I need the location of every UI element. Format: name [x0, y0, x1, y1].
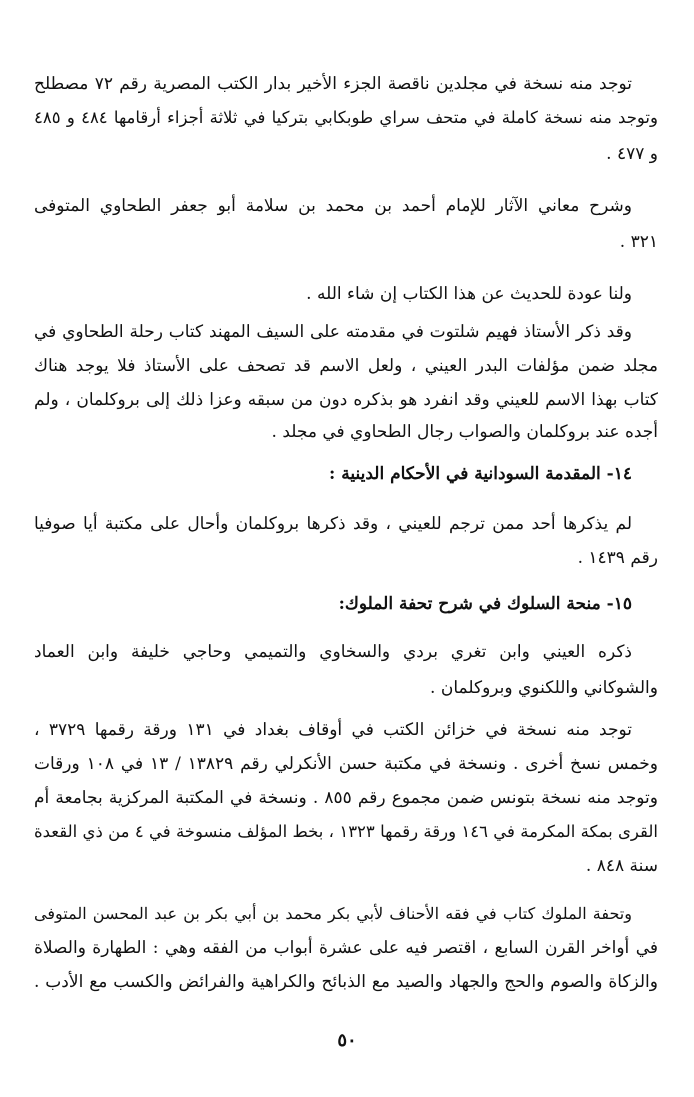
text-line: سنة ٨٤٨ . — [585, 856, 658, 876]
text-line: أجده عند بروكلمان والصواب رجال الطحاوي في مجلد . — [271, 422, 658, 442]
text-line: لم يذكرها أحد ممن ترجم للعيني ، وقد ذكرها بروكلمان وأحال على مكتبة أيا صوفيا — [34, 514, 632, 534]
text-line: والزكاة والصوم والحج والجهاد والصيد مع الذبائح والكراهية والفرائض والكسب مع الأدب . — [34, 972, 658, 992]
text-line: توجد منه نسخة في مجلدين ناقصة الجزء الأخير بدار الكتب المصرية رقم ٧٢ مصطلح — [34, 74, 632, 94]
text-line: و ٤٧٧ . — [606, 144, 658, 164]
text-line: كتاب بهذا الاسم للعيني وقد انفرد هو بذكره دون من سبقه وعزا ذلك إلى بروكلمان ، ولم — [34, 390, 658, 410]
text-line: والشوكاني واللكنوي وبروكلمان . — [430, 678, 658, 698]
text-line: مجلد ضمن مؤلفات البدر العيني ، ولعل الاسم قد تصحف على الأستاذ فلا يوجد هناك — [34, 356, 658, 376]
text-line: وقد ذكر الأستاذ فهيم شلتوت في مقدمته على السيف المهند كتاب رحلة الطحاوي في — [34, 322, 632, 342]
text-line: وتحفة الملوك كتاب في فقه الأحناف لأبي بكر محمد بن أبي بكر بن عبد المحسن المتوفى — [34, 904, 632, 923]
text-line: ٣٢١ . — [619, 232, 658, 252]
text-line: رقم ١٤٣٩ . — [577, 548, 658, 568]
text-line: وتوجد منه نسخة بتونس ضمن مجموع رقم ٨٥٥ . ونسخة في المكتبة المركزية بجامعة أم — [34, 788, 658, 808]
section-heading-15: ١٥- منحة السلوك في شرح تحفة الملوك: — [338, 594, 632, 614]
text-line: وخمس نسخ أخرى . ونسخة في مكتبة حسن الأنكرلي رقم ١٣٨٢٩ / ١٣ في ١٠٨ ورقات — [34, 754, 658, 774]
section-heading-14: ١٤- المقدمة السودانية في الأحكام الدينية : — [329, 464, 632, 484]
text-line: في أواخر القرن السابع ، اقتصر فيه على عشرة أبواب من الفقه وهي : الطهارة والصلاة — [34, 938, 658, 958]
text-line: ذكره العيني وابن تغري بردي والسخاوي والتميمي وحاجي خليفة وابن العماد — [34, 642, 632, 662]
text-line: توجد منه نسخة في خزائن الكتب في أوقاف بغداد في ١٣١ ورقة رقمها ٣٧٢٩ ، — [34, 720, 632, 740]
text-line: القرى بمكة المكرمة في ١٤٦ ورقة رقمها ١٣٢٣ ، بخط المؤلف منسوخة في ٤ من ذي القعدة — [34, 822, 658, 841]
text-line: وتوجد منه نسخة كاملة في متحف سراي طوبكابي بتركيا في ثلاثة أجزاء أرقامها ٤٨٤ و ٤٨٥ — [34, 108, 658, 127]
text-line: ولنا عودة للحديث عن هذا الكتاب إن شاء الله . — [306, 284, 632, 304]
page-number: ٥٠ — [337, 1030, 357, 1051]
text-line: وشرح معاني الآثار للإمام أحمد بن محمد بن سلامة أبو جعفر الطحاوي المتوفى — [34, 196, 632, 216]
